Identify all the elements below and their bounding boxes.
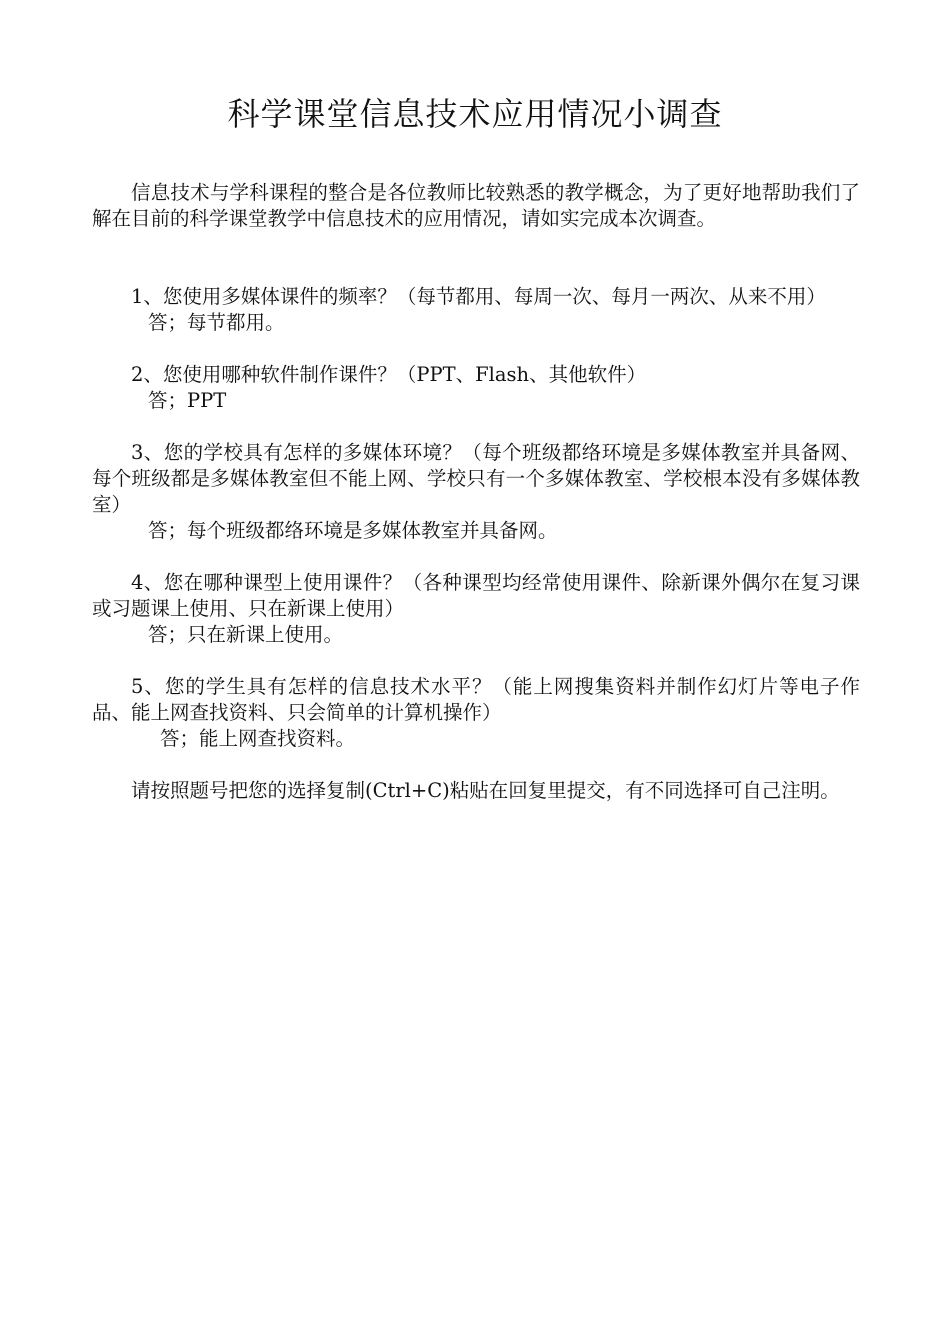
closing-paragraph: 请按照题号把您的选择复制(Ctrl+C)粘贴在回复里提交，有不同选择可自己注明。 bbox=[131, 779, 840, 802]
answer-5: 答；能上网查找资料。 bbox=[160, 727, 356, 750]
spacer bbox=[92, 648, 860, 674]
answer-3: 答；每个班级都络环境是多媒体教室并具备网。 bbox=[148, 519, 558, 542]
spacer bbox=[92, 544, 860, 570]
page-title: 科学课堂信息技术应用情况小调查 bbox=[227, 95, 723, 133]
spacer bbox=[92, 336, 860, 362]
answer-1: 答；每节都用。 bbox=[148, 311, 285, 334]
document-body bbox=[92, 180, 860, 804]
question-2: 2、您使用哪种软件制作课件？（PPT、Flash、其他软件） bbox=[131, 363, 647, 386]
question-5: 5、您的学生具有怎样的信息技术水平？（能上网搜集资料并制作幻灯片等电子作品、能上网查找资料、只会简单的计算机操作） bbox=[92, 675, 860, 724]
question-3: 3、您的学校具有怎样的多媒体环境？（每个班级都络环境是多媒体教室并具备网、每个班级都是多媒体教室但不能上网、学校只有一个多媒体教室、学校根本没有多媒体教室） bbox=[92, 441, 860, 516]
spacer bbox=[92, 414, 860, 440]
answer-4: 答；只在新课上使用。 bbox=[148, 623, 344, 646]
spacer bbox=[92, 752, 860, 778]
question-1: 1、您使用多媒体课件的频率？（每节都用、每周一次、每月一两次、从来不用） bbox=[131, 285, 826, 308]
question-4: 4、您在哪种课型上使用课件？（各种课型均经常使用课件、除新课外偶尔在复习课或习题课上使用、只在新课上使用） bbox=[92, 571, 860, 620]
answer-2: 答；PPT bbox=[148, 389, 227, 412]
intro-paragraph: 信息技术与学科课程的整合是各位教师比较熟悉的教学概念，为了更好地帮助我们了解在目前的科学课堂教学中信息技术的应用情况，请如实完成本次调查。 bbox=[92, 181, 860, 230]
